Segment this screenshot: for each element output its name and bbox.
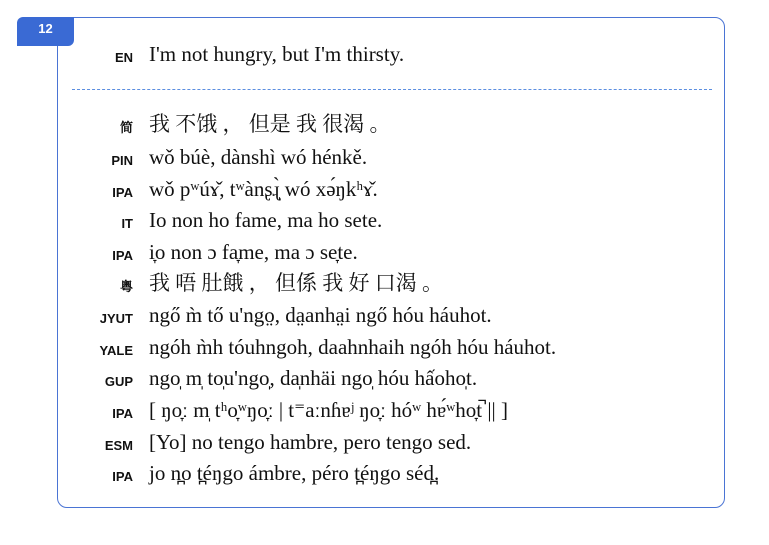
phrase-text: [ ŋo̞ː m̩ tʰo̞ʷŋo̞ː | t⁼aːnɦɐʲ ŋo̞ː hóʷ hɐ́ʷho̞t̚ || ]: [149, 398, 508, 422]
phrase-text: i̞o non ɔ fa̞me, ma ɔ se̞te.: [149, 240, 358, 264]
language-label: EN: [114, 50, 133, 65]
translation-row: [80, 206, 720, 236]
english-row: [80, 40, 720, 70]
language-label: IPA: [112, 185, 133, 200]
language-label: IPA: [112, 406, 133, 421]
translation-row: [80, 238, 720, 268]
translation-row: [80, 270, 720, 300]
phrase-text: ngő m̀ tő u'ngo̤, da̤anha̤i ngő hóu háuhot.: [149, 303, 492, 327]
phrase-text: I'm not hungry, but I'm thirsty.: [149, 42, 405, 66]
translation-row: [80, 175, 720, 205]
phrase-text: wǒ búè, dànshì wó hénkě.: [149, 145, 368, 169]
phrase-text: [Yo] no tengo hambre, pero tengo sed.: [149, 430, 472, 454]
translation-row: [80, 111, 720, 141]
phrase-text: ngo̩ m̩ to̩u'ngo̩, da̩nhäi ngo̩ hóu hấoho̩t.: [149, 366, 478, 390]
language-label: IPA: [112, 469, 133, 484]
phrase-text: jo n̪o t̪éŋgo ámbre, péro t̪éŋgo séd̪.: [149, 461, 440, 485]
language-label: YALE: [99, 343, 133, 358]
phrase-text: 我 不饿 ， 但是 我 很渴 。: [149, 112, 391, 136]
language-label: IT: [121, 216, 133, 231]
phrase-text: Io non ho fame, ma ho sete.: [149, 208, 383, 232]
language-label: 粵: [119, 279, 133, 294]
translation-row: [80, 333, 720, 363]
phrase-text: ngóh m̀h tóuhngoh, daahnhaih ngóh hóu háuhot.: [149, 335, 557, 359]
translation-row: [80, 459, 720, 489]
phrase-text: wǒ pʷúɤ̌, tʷànʂɻ̩̀ wó xə́ŋkʰɤ̌.: [149, 177, 378, 201]
language-label: 简: [119, 120, 133, 135]
translation-row: [80, 428, 720, 458]
translation-row: [80, 364, 720, 394]
translation-row: [80, 396, 720, 426]
language-label: PIN: [111, 153, 133, 168]
section-divider: [72, 89, 712, 90]
translation-row: [80, 301, 720, 331]
language-label: JYUT: [99, 311, 133, 326]
language-label: ESM: [104, 438, 133, 453]
language-label: IPA: [112, 248, 133, 263]
page-number-badge: 12: [17, 17, 74, 46]
translation-row: [80, 143, 720, 173]
phrase-text: 我 唔 肚餓 ， 但係 我 好 口渴 。: [149, 271, 443, 295]
language-label: GUP: [104, 374, 133, 389]
